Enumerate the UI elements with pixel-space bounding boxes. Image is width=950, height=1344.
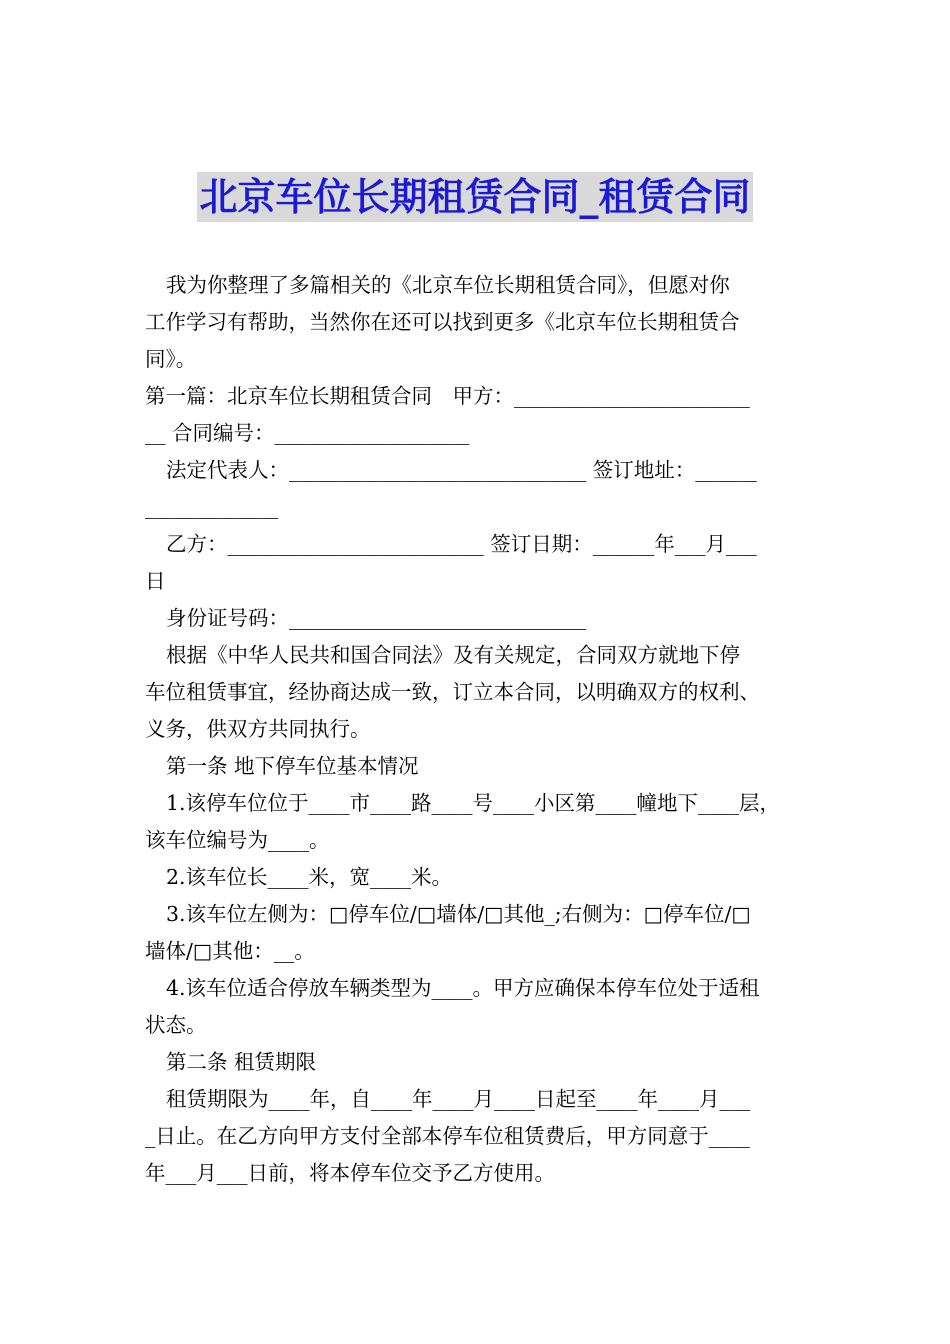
text-line: 乙方：_________________________ 签订日期：______年___月___ bbox=[166, 532, 757, 556]
text-line: 租赁期限为____年，自____年____月____日起至____年____月___ bbox=[166, 1087, 751, 1111]
text-line: 墙体/□其他：__。 bbox=[145, 939, 315, 963]
text-line: 根据《中华人民共和国合同法》及有关规定，合同双方就地下停 bbox=[166, 643, 740, 667]
text-line: 年___月___日前，将本停车位交予乙方使用。 bbox=[145, 1161, 555, 1185]
text-line: 日 bbox=[145, 569, 166, 593]
text-line: _日止。在乙方向甲方支付全部本停车位租赁费后，甲方同意于____ bbox=[145, 1124, 750, 1148]
text-line: 第一条 地下停车位基本情况 bbox=[166, 754, 419, 778]
text-line: 同》。 bbox=[145, 347, 197, 371]
text-line: 义务，供双方共同执行。 bbox=[145, 717, 371, 741]
text-line: _____________ bbox=[145, 495, 279, 519]
text-line: 身份证号码：_____________________________ bbox=[166, 606, 587, 630]
title-block bbox=[0, 172, 950, 222]
text-line: 4.该车位适合停放车辆类型为____。甲方应确保本停车位处于适租 bbox=[166, 976, 760, 1000]
text-line: 车位租赁事宜，经协商达成一致，订立本合同，以明确双方的权利、 bbox=[145, 680, 760, 704]
text-line: 1.该停车位位于____市____路____号____小区第____幢地下____层， bbox=[166, 791, 781, 815]
text-line: 3.该车位左侧为：□停车位/□墙体/□其他_;右侧为：□停车位/□ bbox=[166, 902, 751, 926]
text-line: 第二条 租赁期限 bbox=[166, 1050, 317, 1074]
text-line: 工作学习有帮助，当然你在还可以找到更多《北京车位长期租赁合 bbox=[145, 310, 740, 334]
text-line: 第一篇：北京车位长期租赁合同 甲方：_______________________ bbox=[145, 384, 750, 408]
text-line: 状态。 bbox=[145, 1013, 207, 1037]
document-title: 北京车位长期租赁合同_租赁合同 bbox=[197, 172, 752, 222]
text-line: 我为你整理了多篇相关的《北京车位长期租赁合同》，但愿对你 bbox=[166, 273, 730, 297]
text-line: __ 合同编号：___________________ bbox=[145, 421, 470, 445]
text-line: 法定代表人：_____________________________ 签订地址：______ bbox=[166, 458, 757, 482]
document-body bbox=[145, 267, 825, 1192]
text-line: 该车位编号为____。 bbox=[145, 828, 330, 852]
text-line: 2.该车位长____米，宽____米。 bbox=[166, 865, 453, 889]
